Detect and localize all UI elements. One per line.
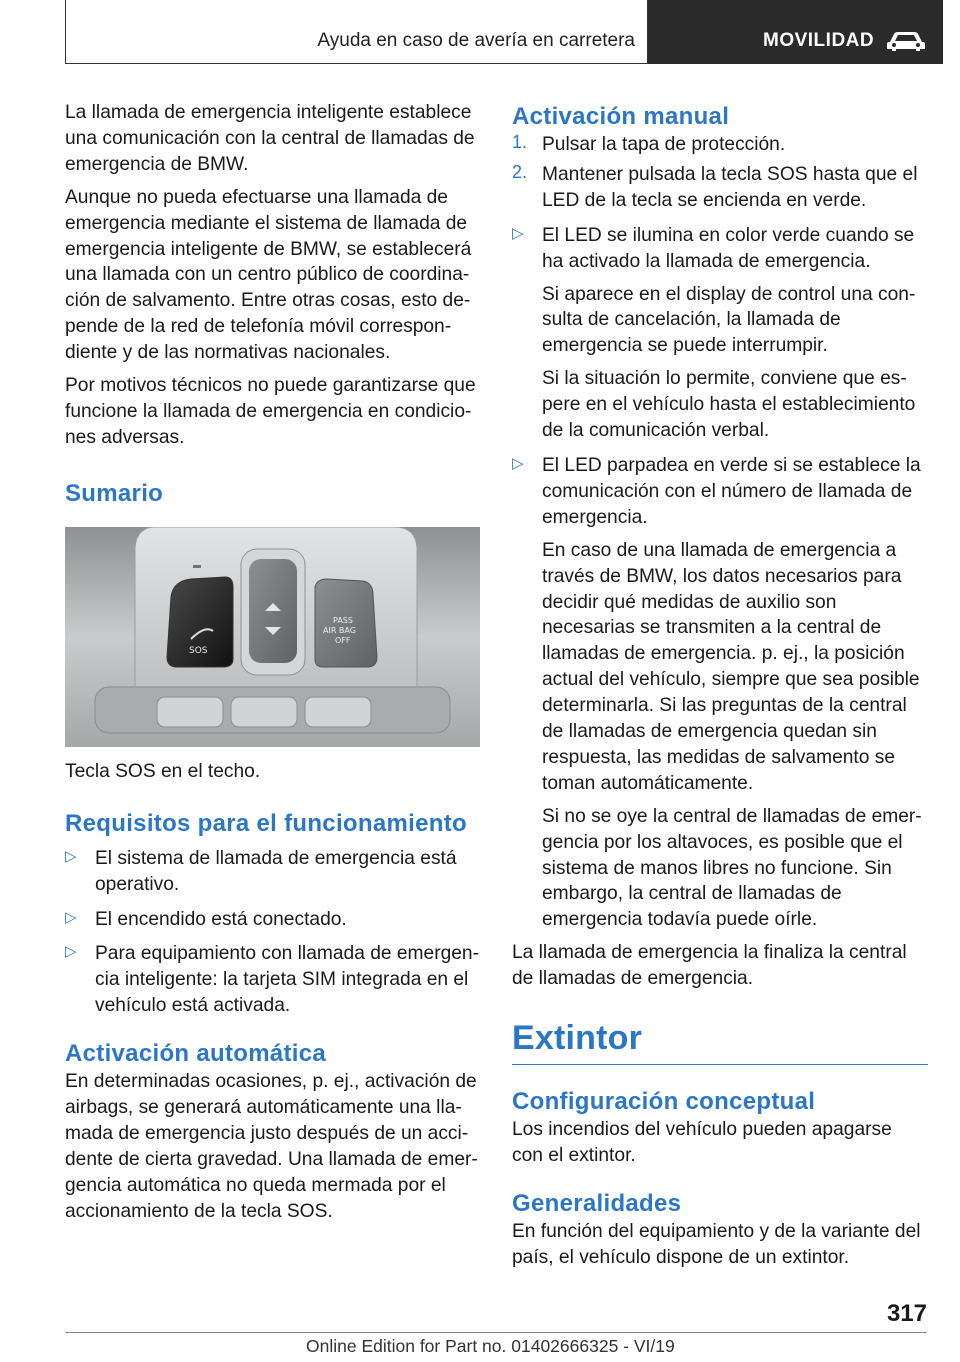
extintor-heading: Extintor	[512, 1019, 643, 1058]
step-number: 2.	[512, 161, 528, 182]
sub-paragraph: Si la situación lo permite, conviene que espere en el vehículo hasta el establecimiento de la comunicación verbal.	[542, 368, 916, 442]
list-item: ▷ El sistema de llamada de emergencia está operativo.	[65, 847, 457, 895]
left-column	[65, 100, 480, 1225]
header-chapter-box	[648, 0, 943, 64]
header-chapter-title: MOVILIDAD	[763, 30, 875, 51]
triangle-bullet-icon: ▷	[65, 908, 77, 926]
auto-activation-text: En determinadas ocasiones, p. ej., activación de airbags, se generará automáticamente una llamada de emergencia justo después de un accidente de cierta gravedad. Una llamada de emergencia automática no queda mermada por el accionamiento de la tecla SOS.	[65, 1071, 478, 1222]
list-item: ▷ Para equipamiento con llamada de emergencia inteligente: la tarjeta SIM integrada en el vehículo está activada.	[65, 943, 479, 1017]
general-text: En función del equipamiento y de la variante del país, el vehículo dispone de un extintor.	[512, 1220, 921, 1268]
list-item: ▷ El LED se ilumina en color verde cuando se ha activado la llamada de emergencia.	[512, 224, 915, 272]
step-item: 2. Mantener pulsada la tecla SOS hasta que el LED de la tecla se encienda en verde.	[512, 161, 918, 211]
general-heading: Generalidades	[512, 1189, 682, 1217]
sumario-heading: Sumario	[65, 479, 164, 507]
manual-activation-heading: Activación manual	[512, 103, 730, 130]
sub-paragraph: Si aparece en el display de control una consulta de cancelación, la llamada de emergencia se puede interrumpir.	[542, 283, 916, 357]
pass-label: PASS	[333, 615, 353, 625]
triangle-bullet-icon: ▷	[512, 454, 524, 472]
intro-paragraph: Por motivos técnicos no puede garantizarse que funcione la llamada de emergencia en condiciones adversas.	[65, 375, 476, 448]
sub-paragraph: Si no se oye la central de llamadas de emergencia por los altavoces, es posible que el sistema de manos libres no funcione. Sin embargo, la central de llamadas de emergencia todavía puede oírle.	[542, 805, 922, 931]
step-item: 1. Pulsar la tapa de protección.	[512, 132, 786, 155]
right-column	[512, 100, 928, 1271]
auto-activation-heading: Activación automática	[65, 1040, 327, 1068]
airbag-label: AIR BAG	[323, 625, 356, 635]
list-item: ▷ El encendido está conectado.	[65, 908, 347, 930]
intro-paragraph: Aunque no pueda efectuarse una llamada de emergencia mediante el sistema de llamada de emergencia inteligente de BMW, se establecerá una llamada con un centro público de coordinación de salvamento. Entre otras cosas, esto depende de la red de telefonía móvil correspondiente y de las normativas nacionales.	[65, 186, 472, 364]
car-icon	[886, 30, 926, 52]
step-number: 1.	[512, 132, 528, 152]
header-section-box	[65, 0, 648, 64]
footer-edition: Online Edition for Part no. 01402666325 - VI/19	[306, 1336, 675, 1356]
closing-paragraph: La llamada de emergencia la finaliza la central de llamadas de emergencia.	[512, 942, 907, 990]
header-section-title: Ayuda en caso de avería en carretera	[317, 30, 635, 51]
triangle-bullet-icon: ▷	[65, 943, 77, 961]
heading-rule	[512, 1064, 928, 1065]
figure-caption: Tecla SOS en el techo.	[65, 760, 261, 782]
config-heading: Configuración conceptual	[512, 1088, 816, 1116]
sos-label: SOS	[189, 645, 208, 656]
config-text: Los incendios del vehículo pueden apagarse con el extintor.	[512, 1119, 892, 1166]
intro-paragraph: La llamada de emergencia inteligente establece una comunicación con la central de llamadas de emergencia de BMW.	[65, 102, 475, 175]
off-label: OFF	[335, 635, 351, 645]
footer-rule	[65, 1332, 927, 1333]
sos-button-figure	[65, 527, 480, 747]
sub-paragraph: En caso de una llamada de emergencia a través de BMW, los datos necesarios para decidir qué medidas de auxilio son necesarias se transmiten a la central de llamadas de emergencia. p. ej., la posición actual del vehículo, siempre que sea posible determinarla. Si las preguntas de la central de llamadas de emergencia quedan sin respuesta, las medidas de salvamento se toman automáticamente.	[542, 539, 920, 794]
list-item: ▷ El LED parpadea en verde si se establece la comunicación con el número de llamada de emergencia.	[512, 454, 921, 528]
triangle-bullet-icon: ▷	[65, 847, 77, 865]
triangle-bullet-icon: ▷	[512, 224, 524, 242]
page-number: 317	[886, 1300, 927, 1327]
requisitos-heading: Requisitos para el funcionamiento	[65, 809, 467, 837]
